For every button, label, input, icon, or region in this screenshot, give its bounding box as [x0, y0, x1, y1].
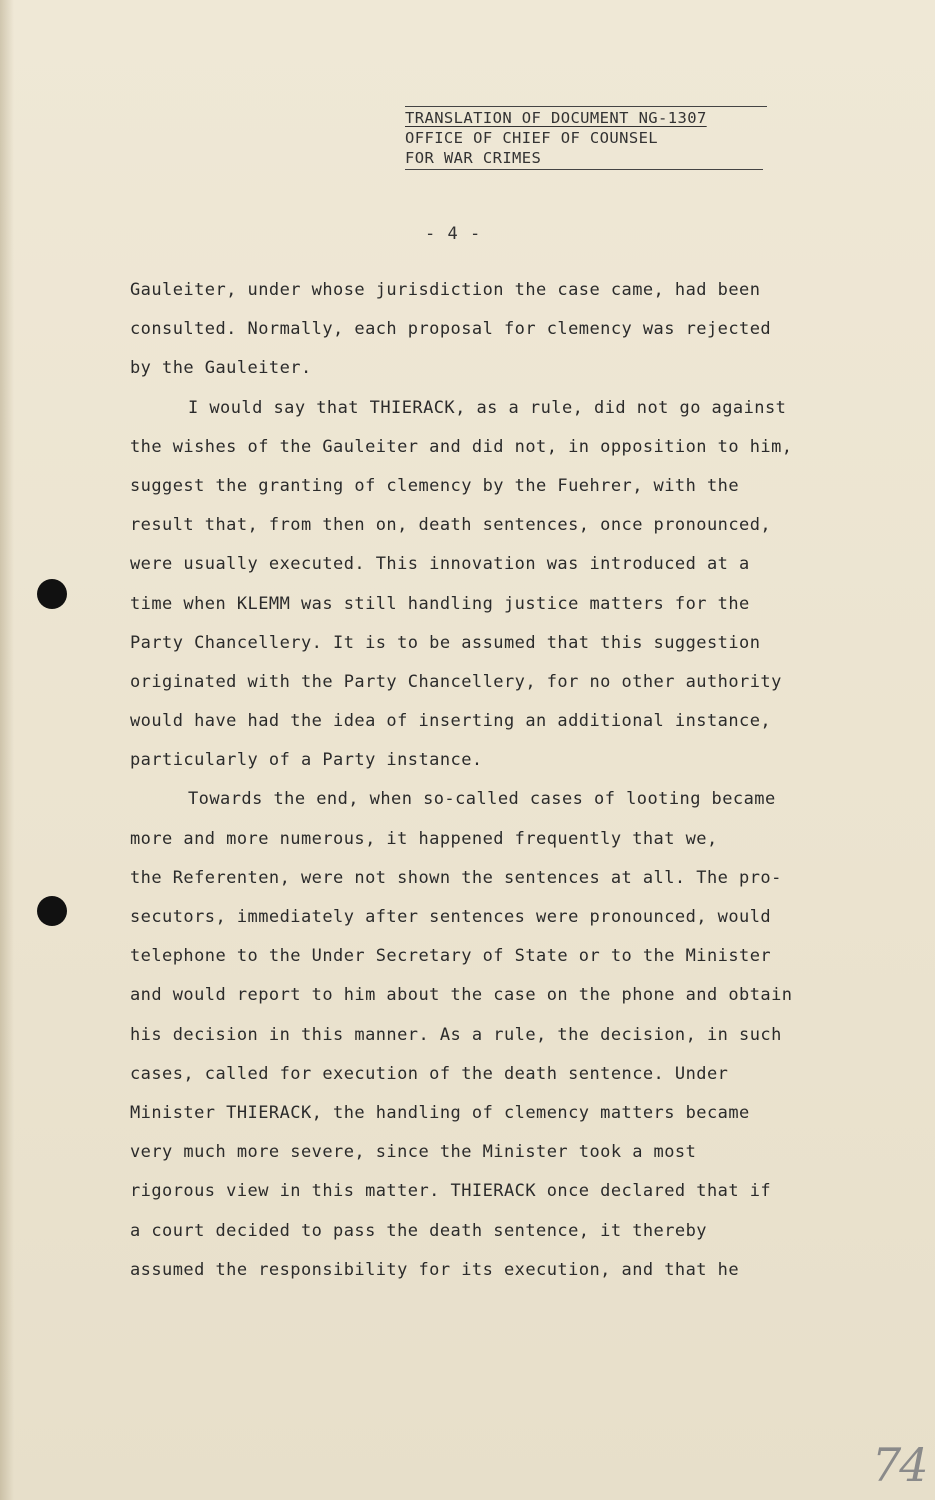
text-line: secutors, immediately after sentences were pronounced, would [130, 907, 772, 927]
text-line: suggest the granting of clemency by the Fuehrer, with the [130, 475, 740, 496]
body-text [130, 279, 850, 1298]
document-header [405, 106, 767, 170]
text-line: more and more numerous, it happened frequently that we, [130, 828, 718, 849]
text-line: I would say that THIERACK, as a rule, did not go against [188, 397, 787, 418]
text-line: assumed the responsibility for its execution, and that he [130, 1259, 740, 1280]
text-line: his decision in this manner. As a rule, the decision, in such [130, 1024, 782, 1045]
text-line: cases, called for execution of the death sentence. Under [130, 1063, 729, 1084]
page-edge-shadow [0, 0, 14, 1500]
text-line: Gauleiter, under whose jurisdiction the case came, had been [130, 280, 761, 300]
text-line: were usually executed. This innovation was introduced at a [130, 554, 750, 575]
text-line: the Referenten, were not shown the sentences at all. The pro- [130, 867, 782, 888]
text-line: Minister THIERACK, the handling of clemency matters became [130, 1102, 750, 1123]
text-line: Towards the end, when so-called cases of looting became [188, 789, 776, 810]
text-line: very much more severe, since the Minister took a most [130, 1142, 697, 1163]
text-line: Party Chancellery. It is to be assumed that this suggestion [130, 632, 761, 653]
text-line: originated with the Party Chancellery, for no other authority [130, 671, 782, 692]
text-line: a court decided to pass the death sentence, it thereby [130, 1220, 707, 1241]
text-line: particularly of a Party instance. [130, 750, 483, 771]
handwritten-page-mark: 74 [872, 1438, 927, 1492]
text-line: by the Gauleiter. [130, 358, 312, 379]
text-line: time when KLEMM was still handling justice matters for the [130, 593, 750, 614]
header-war-crimes-line: FOR WAR CRIMES [405, 148, 763, 170]
header-office-line: OFFICE OF CHIEF OF COUNSEL [405, 129, 659, 147]
text-line: the wishes of the Gauleiter and did not, in opposition to him, [130, 436, 793, 457]
punch-hole-lower [37, 896, 67, 926]
text-line: consulted. Normally, each proposal for clemency was rejected [130, 319, 772, 340]
text-line: telephone to the Under Secretary of State or to the Minister [130, 946, 772, 967]
text-line: rigorous view in this matter. THIERACK once declared that if [130, 1181, 772, 1202]
text-line: and would report to him about the case on the phone and obtain [130, 985, 793, 1006]
header-translation-line: TRANSLATION OF DOCUMENT NG-1307 [405, 106, 767, 128]
page-number: - 4 - [425, 224, 482, 244]
text-line: would have had the idea of inserting an additional instance, [130, 711, 772, 732]
punch-hole-upper [37, 579, 67, 609]
text-line: result that, from then on, death sentences, once pronounced, [130, 515, 772, 536]
